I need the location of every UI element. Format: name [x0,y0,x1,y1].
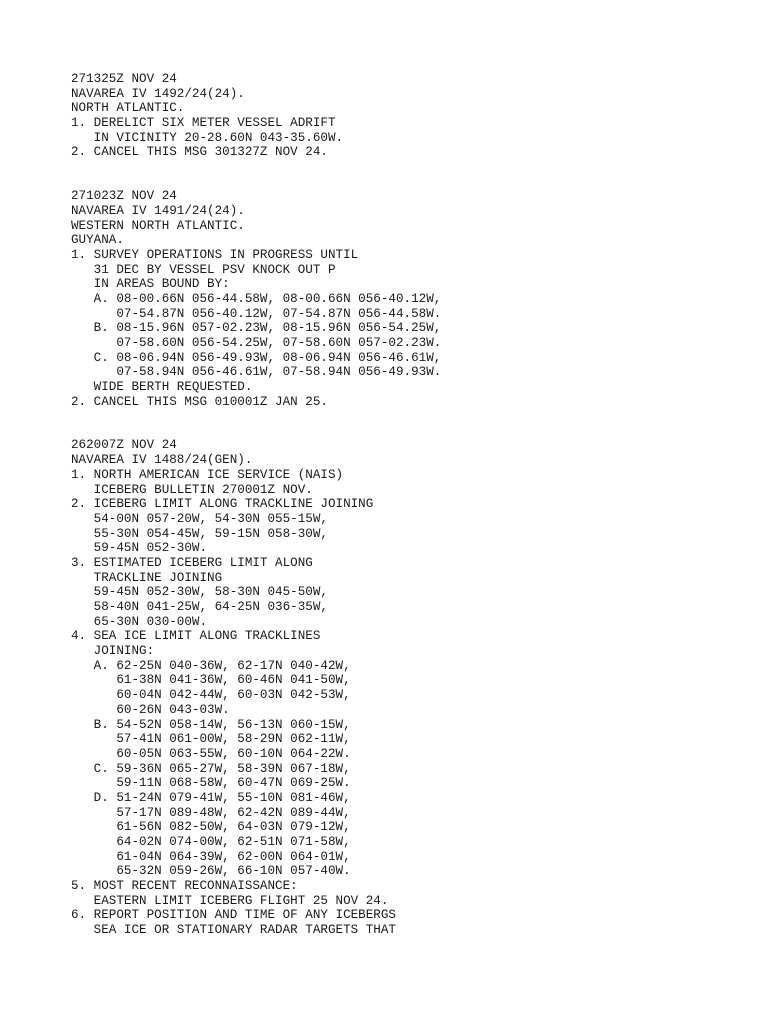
message-text-line: NAVAREA IV 1492/24(24). [71,86,245,101]
message-text-line: EASTERN LIMIT ICEBERG FLIGHT 25 NOV 24. [71,893,389,908]
message-text-line: 61-56N 082-50W, 64-03N 079-12W, [71,820,351,835]
message-text-line: 59-45N 052-30W, 58-30N 045-50W, [71,585,328,600]
message-text-line: TRACKLINE JOINING [71,570,223,585]
message-text-line: 07-58.94N 056-46.61W, 07-58.94N 056-49.93W. [71,365,442,380]
navarea-warnings-document [71,72,760,938]
message-text-line: WESTERN NORTH ATLANTIC. [71,218,245,233]
message-text-line: A. 62-25N 040-36W, 62-17N 040-42W, [71,658,351,673]
message-text-line: JOINING: [71,644,155,659]
message-text-line: 59-11N 068-58W, 60-47N 069-25W. [71,776,351,791]
message-text-line: NORTH ATLANTIC. [71,101,185,116]
message-text-line: 54-00N 057-20W, 54-30N 055-15W, [71,511,328,526]
message-dtg-line: 271325Z NOV 24 [71,72,177,86]
message-text-line: 61-04N 064-39W, 62-00N 064-01W, [71,849,351,864]
message-text-line: 2. ICEBERG LIMIT ALONG TRACKLINE JOINING [71,497,374,512]
message-text-line: D. 51-24N 079-41W, 55-10N 081-46W, [71,790,351,805]
message-text-line: C. 08-06.94N 056-49.93W, 08-06.94N 056-46.61W, [71,350,442,365]
message-text-line: 60-26N 043-03W. [71,702,230,717]
message-text-line: IN VICINITY 20-28.60N 043-35.60W. [71,130,344,145]
message-text-line: 65-32N 059-26W, 66-10N 057-40W. [71,864,351,879]
message-dtg-line: 271023Z NOV 24 [71,189,177,204]
message-text-line: 6. REPORT POSITION AND TIME OF ANY ICEBERGS [71,908,396,923]
message-text-line: GUYANA. [71,233,124,248]
message-text-line: 2. CANCEL THIS MSG 010001Z JAN 25. [71,394,328,409]
message-text-line: 2. CANCEL THIS MSG 301327Z NOV 24. [71,145,328,160]
message-dtg-line: 262007Z NOV 24 [71,438,177,453]
message-text-line: C. 59-36N 065-27W, 58-39N 067-18W, [71,761,351,776]
message-text-line: 1. DERELICT SIX METER VESSEL ADRIFT [71,116,336,131]
message-text-line: 61-38N 041-36W, 60-46N 041-50W, [71,673,351,688]
message-text-line: SEA ICE OR STATIONARY RADAR TARGETS THAT [71,923,396,938]
message-text-line: 3. ESTIMATED ICEBERG LIMIT ALONG [71,555,313,570]
message-text-line: 07-58.60N 056-54.25W, 07-58.60N 057-02.23W. [71,336,442,350]
message-text-line: 07-54.87N 056-40.12W, 07-54.87N 056-44.58W. [71,306,442,321]
message-text-line: IN AREAS BOUND BY: [71,277,230,292]
message-text-line: 65-30N 030-00W. [71,614,208,629]
warning-message [71,438,760,937]
message-text-line: 60-05N 063-55W, 60-10N 064-22W. [71,746,351,761]
message-text-line: 55-30N 054-45W, 59-15N 058-30W, [71,526,328,541]
message-text-line: 5. MOST RECENT RECONNAISSANCE: [71,879,298,894]
message-text-line: 60-04N 042-44W, 60-03N 042-53W, [71,688,351,703]
message-text-line: ICEBERG BULLETIN 270001Z NOV. [71,482,313,497]
message-text-line: A. 08-00.66N 056-44.58W, 08-00.66N 056-40.12W, [71,291,442,306]
message-text-line: WIDE BERTH REQUESTED. [71,380,253,395]
message-text-line: 57-17N 089-48W, 62-42N 089-44W, [71,805,351,820]
message-text-line: 64-02N 074-00W, 62-51N 071-58W, [71,835,351,849]
warning-message [71,189,760,409]
message-text-line: 31 DEC BY VESSEL PSV KNOCK OUT P [71,262,336,277]
message-text-line: B. 54-52N 058-14W, 56-13N 060-15W, [71,717,351,732]
message-text-line: 1. NORTH AMERICAN ICE SERVICE (NAIS) [71,467,344,482]
message-text-line: 1. SURVEY OPERATIONS IN PROGRESS UNTIL [71,247,359,262]
message-text-line: NAVAREA IV 1491/24(24). [71,203,245,218]
message-text-line: 59-45N 052-30W. [71,541,208,556]
message-text-line: B. 08-15.96N 057-02.23W, 08-15.96N 056-54.25W, [71,321,442,336]
message-text-line: 58-40N 041-25W, 64-25N 036-35W, [71,600,328,614]
message-text-line: 4. SEA ICE LIMIT ALONG TRACKLINES [71,629,321,644]
warning-message [71,72,760,160]
message-text-line: NAVAREA IV 1488/24(GEN). [71,453,253,468]
message-text-line: 57-41N 061-00W, 58-29N 062-11W, [71,732,351,747]
